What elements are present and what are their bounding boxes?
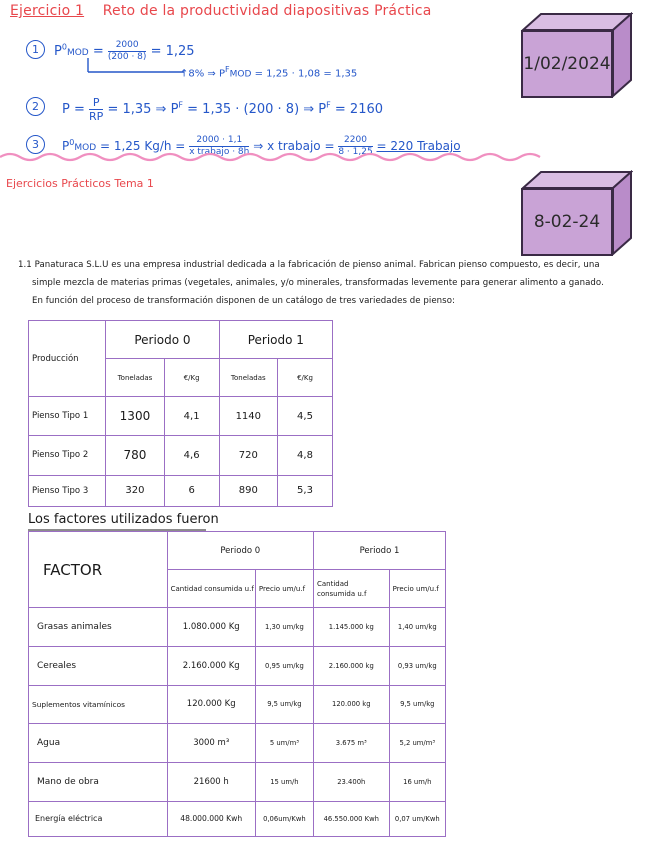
cell-precio-p1: 5,2 um/m³ — [389, 724, 445, 763]
cell-precio-p0: 5 um/m³ — [255, 724, 313, 763]
cell-cant-p1: 23.400h — [313, 763, 389, 802]
f3-eq: = 1,25 Kg/h = — [99, 139, 186, 153]
cell-cant-p0: 120.000 Kg — [167, 685, 255, 724]
f2-rest3: = 2160 — [334, 102, 384, 117]
f1-denom: (200 · 8) — [107, 52, 147, 62]
row-name: Pienso Tipo 2 — [29, 436, 106, 475]
cell-cant-p0: 48.000.000 Kwh — [167, 801, 255, 836]
col-cant-p0: Cantidad consumida u.f — [167, 570, 255, 608]
paragraph-line-3: En función del proceso de transformación disponen de un catálogo de tres variedades de pienso: — [32, 296, 455, 306]
f1-lhs-sup: 0 — [61, 42, 67, 52]
col-cant-p1: Cantidad consumida u.f — [313, 570, 389, 608]
cell-precio-p1: 1,40 um/kg — [389, 608, 445, 647]
f1-second-sub: MOD — [229, 69, 252, 80]
cell-eur-p1: 4,5 — [277, 397, 332, 436]
f3-numer2: 2200 — [338, 135, 372, 147]
t2-period0-header: Periodo 0 — [167, 532, 313, 570]
col-precio-p1: Precio um/u.f — [389, 570, 445, 608]
col-precio-p0: Precio um/u.f — [255, 570, 313, 608]
formula-3-number: 3 — [26, 135, 45, 154]
t2-period1-header: Periodo 1 — [313, 532, 445, 570]
f3-denom: x trabajo · 8h — [189, 147, 250, 157]
factor-name: Mano de obra — [29, 763, 168, 802]
cell-cant-p0: 21600 h — [167, 763, 255, 802]
cell-cant-p0: 3000 m³ — [167, 724, 255, 763]
f1-second-sup: F — [225, 65, 230, 74]
f1-bracket — [86, 58, 186, 78]
cell-precio-p1: 9,5 um/kg — [389, 685, 445, 724]
cell-cant-p1: 3.675 m³ — [313, 724, 389, 763]
formula-2-number: 2 — [26, 97, 45, 116]
date-2: 8-02-24 — [521, 188, 613, 256]
wavy-separator — [0, 150, 646, 164]
date-1: 1/02/2024 — [521, 30, 613, 98]
period0-header: Periodo 0 — [106, 321, 219, 359]
f1-lhs-sub: MOD — [66, 48, 89, 58]
col-ton-p1: Toneladas — [219, 359, 277, 397]
f2-numer: P — [89, 96, 103, 110]
cell-cant-p1: 1.145.000 kg — [313, 608, 389, 647]
formula-1-number: 1 — [26, 40, 45, 59]
cell-ton-p0: 320 — [106, 475, 164, 506]
section-title: Ejercicios Prácticos Tema 1 — [6, 177, 154, 190]
f2-denom: RP — [89, 110, 104, 123]
f3-lhs-sup: 0 — [69, 138, 75, 147]
cell-cant-p1: 120.000 kg — [313, 685, 389, 724]
cell-ton-p0: 1300 — [106, 397, 164, 436]
exercise-title — [10, 3, 432, 19]
cell-eur-p1: 4,8 — [277, 436, 332, 475]
row-name: Pienso Tipo 1 — [29, 397, 106, 436]
f1-second: ↑8% ⇒ P — [180, 68, 226, 80]
factor-name: Grasas animales — [29, 608, 168, 647]
factor-name: Suplementos vitamínicos — [29, 685, 168, 724]
table-row — [29, 724, 446, 763]
cell-cant-p0: 2.160.000 Kg — [167, 646, 255, 685]
formula-2 — [62, 96, 383, 123]
f2-rest: = 1,35 ⇒ P — [107, 102, 179, 117]
cell-precio-p1: 0,93 um/kg — [389, 646, 445, 685]
table-row — [29, 801, 446, 836]
cell-ton-p0: 780 — [106, 436, 164, 475]
cell-precio-p0: 1,30 um/kg — [255, 608, 313, 647]
f3-denom2: 8 · 1,25 — [338, 147, 373, 157]
period1-header: Periodo 1 — [219, 321, 332, 359]
cell-eur-p0: 4,6 — [164, 436, 219, 475]
col-eur-p1: €/Kg — [277, 359, 332, 397]
f2-sup1: F — [178, 100, 184, 110]
production-table — [28, 320, 333, 507]
table-row — [29, 436, 333, 475]
f2-fraction — [89, 96, 103, 123]
factor-name: Energía eléctrica — [29, 801, 168, 836]
f1-eq: = — [92, 44, 104, 59]
cell-eur-p0: 6 — [164, 475, 219, 506]
cell-precio-p0: 9,5 um/kg — [255, 685, 313, 724]
formula-1-second — [180, 65, 357, 79]
exercise-topic: Reto de la productividad diapositivas Práctica — [102, 3, 432, 19]
col-eur-p0: €/Kg — [164, 359, 219, 397]
f2-lhs: P = — [62, 102, 85, 117]
cell-eur-p0: 4,1 — [164, 397, 219, 436]
exercise-label: Ejercicio 1 — [10, 3, 85, 19]
f3-numer: 2000 · 1,1 — [189, 135, 249, 147]
factor-name: Agua — [29, 724, 168, 763]
table-row — [29, 646, 446, 685]
table-row — [29, 608, 446, 647]
row-name: Pienso Tipo 3 — [29, 475, 106, 506]
factors-table — [28, 531, 446, 837]
cell-precio-p0: 0,95 um/kg — [255, 646, 313, 685]
cell-precio-p1: 16 um/h — [389, 763, 445, 802]
f3-mid: ⇒ x trabajo = — [253, 139, 335, 153]
f3-lhs: P — [62, 139, 70, 153]
factor-header: FACTOR — [29, 532, 168, 608]
f3-result: = 220 Trabajo — [376, 139, 461, 153]
table-row — [29, 685, 446, 724]
paragraph-line-1: 1.1 Panaturaca S.L.U es una empresa industrial dedicada a la fabricación de pienso animal. Fabrican pienso compuesto, es decir, una — [18, 260, 600, 270]
f1-numer: 2000 — [108, 40, 147, 52]
cell-eur-p1: 5,3 — [277, 475, 332, 506]
f1-second-rest: = 1,25 · 1,08 = 1,35 — [254, 68, 358, 80]
cell-precio-p0: 15 um/h — [255, 763, 313, 802]
cell-cant-p0: 1.080.000 Kg — [167, 608, 255, 647]
date-box-2 — [521, 170, 633, 256]
cell-cant-p1: 2.160.000 kg — [313, 646, 389, 685]
f3-lhs-sub: MOD — [74, 143, 97, 153]
f1-lhs: P — [54, 44, 62, 59]
f2-sup2: F — [326, 100, 331, 110]
table-row — [29, 397, 333, 436]
cell-ton-p1: 890 — [219, 475, 277, 506]
date-box-1 — [521, 12, 633, 98]
cell-precio-p0: 0,06um/Kwh — [255, 801, 313, 836]
production-header: Producción — [29, 321, 106, 397]
f2-rest2: = 1,35 · (200 · 8) ⇒ P — [187, 102, 327, 117]
table-row — [29, 475, 333, 506]
col-ton-p0: Toneladas — [106, 359, 164, 397]
paragraph-line-2: simple mezcla de materias primas (vegetales, animales, y/o minerales, transformadas levemente para generar alimento a ganado. — [32, 278, 604, 288]
cell-precio-p1: 0,07 um/Kwh — [389, 801, 445, 836]
table-row — [29, 763, 446, 802]
f1-result: = 1,25 — [150, 44, 195, 59]
factors-title: Los factores utilizados fueron — [28, 512, 219, 527]
cell-ton-p1: 720 — [219, 436, 277, 475]
cell-cant-p1: 46.550.000 Kwh — [313, 801, 389, 836]
factor-name: Cereales — [29, 646, 168, 685]
cell-ton-p1: 1140 — [219, 397, 277, 436]
